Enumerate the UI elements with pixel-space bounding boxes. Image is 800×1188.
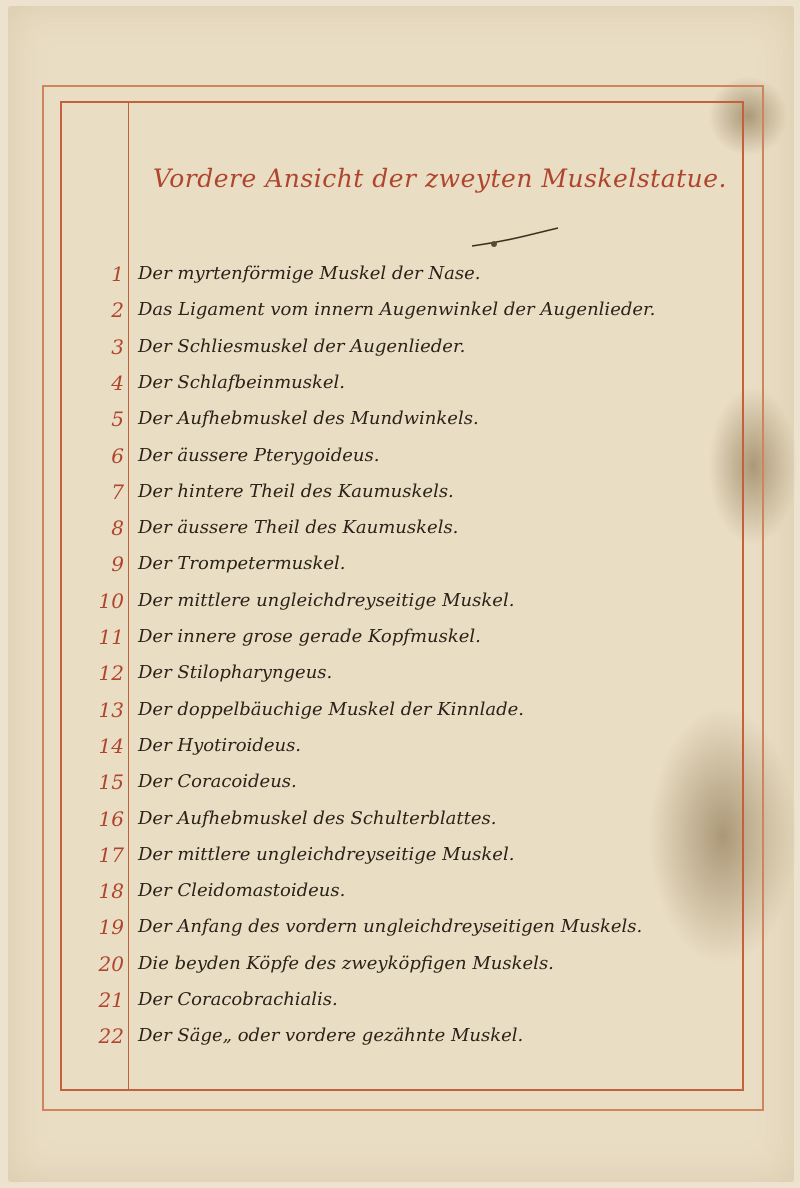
list-item xyxy=(0,1018,800,1054)
item-text: Der hintere Theil des Kaumuskels. xyxy=(138,480,454,502)
item-number: 21 xyxy=(98,988,124,1012)
item-text: Der Coracobrachialis. xyxy=(138,989,338,1010)
list-item xyxy=(0,256,800,292)
list-item xyxy=(0,474,800,510)
list-item xyxy=(0,583,800,619)
list-item xyxy=(0,764,800,800)
list-item xyxy=(0,292,800,328)
item-number: 17 xyxy=(98,842,124,867)
item-text: Das Ligament vom innern Augenwinkel der Augenlieder. xyxy=(138,299,656,321)
list-item xyxy=(0,329,800,365)
list-item xyxy=(0,837,800,873)
list-item xyxy=(0,510,800,546)
list-item xyxy=(0,438,800,474)
item-number: 20 xyxy=(98,951,124,976)
item-number: 7 xyxy=(111,479,124,504)
item-text: Der doppelbäuchige Muskel der Kinnlade. xyxy=(138,698,524,720)
item-text: Der myrtenförmige Muskel der Nase. xyxy=(138,263,481,284)
item-number: 3 xyxy=(111,334,124,359)
item-text: Der Aufhebmuskel des Mundwinkels. xyxy=(138,408,479,430)
item-number: 14 xyxy=(98,733,124,758)
item-number: 2 xyxy=(111,298,124,323)
list-item xyxy=(0,909,800,945)
item-text: Der Schliesmuskel der Augenlieder. xyxy=(138,335,466,357)
list-item xyxy=(0,728,800,764)
item-number: 6 xyxy=(111,443,124,468)
list-item xyxy=(0,982,800,1018)
list-item xyxy=(0,873,800,909)
item-text: Der äussere Pterygoideus. xyxy=(138,444,380,466)
item-text: Die beyden Köpfe des zweyköpfigen Muskels. xyxy=(138,952,554,974)
item-text: Der Stilopharyngeus. xyxy=(138,662,333,684)
item-number: 19 xyxy=(98,915,124,940)
item-text: Der Säge„ oder vordere gezähnte Muskel. xyxy=(138,1025,524,1047)
list-item xyxy=(0,655,800,691)
list-item xyxy=(0,365,800,401)
item-number: 13 xyxy=(98,697,124,722)
item-text: Der Trompetermuskel. xyxy=(138,553,346,575)
list-item xyxy=(0,692,800,728)
page-title: Vordere Ansicht der zweyten Muskelstatue. xyxy=(152,164,728,193)
list-item xyxy=(0,401,800,437)
item-number: 5 xyxy=(111,407,124,432)
item-number: 16 xyxy=(98,806,124,831)
item-number: 9 xyxy=(111,552,124,577)
item-number: 10 xyxy=(98,588,124,613)
item-number: 1 xyxy=(111,262,124,286)
item-number: 12 xyxy=(98,661,124,686)
item-text: Der mittlere ungleichdreyseitige Muskel. xyxy=(138,843,515,865)
item-number: 22 xyxy=(98,1024,124,1049)
item-number: 8 xyxy=(111,516,124,541)
item-number: 11 xyxy=(98,625,124,649)
item-number: 18 xyxy=(98,879,124,904)
item-text: Der Cleidomastoideus. xyxy=(138,880,346,902)
list-item xyxy=(0,801,800,837)
item-number: 15 xyxy=(98,770,124,795)
item-text: Der innere grose gerade Kopfmuskel. xyxy=(138,626,481,647)
list-item xyxy=(0,546,800,582)
item-text: Der mittlere ungleichdreyseitige Muskel. xyxy=(138,589,515,611)
item-text: Der Hyotiroideus. xyxy=(138,734,302,756)
item-text: Der Aufhebmuskel des Schulterblattes. xyxy=(138,807,497,829)
list-item xyxy=(0,619,800,655)
item-text: Der Schlafbeinmuskel. xyxy=(138,371,346,393)
list-item xyxy=(0,946,800,982)
ink-flourish xyxy=(470,222,560,252)
item-text: Der Anfang des vordern ungleichdreyseitigen Muskels. xyxy=(138,916,643,938)
item-number: 4 xyxy=(111,370,124,395)
item-text: Der äussere Theil des Kaumuskels. xyxy=(138,517,459,539)
item-text: Der Coracoideus. xyxy=(138,771,297,793)
